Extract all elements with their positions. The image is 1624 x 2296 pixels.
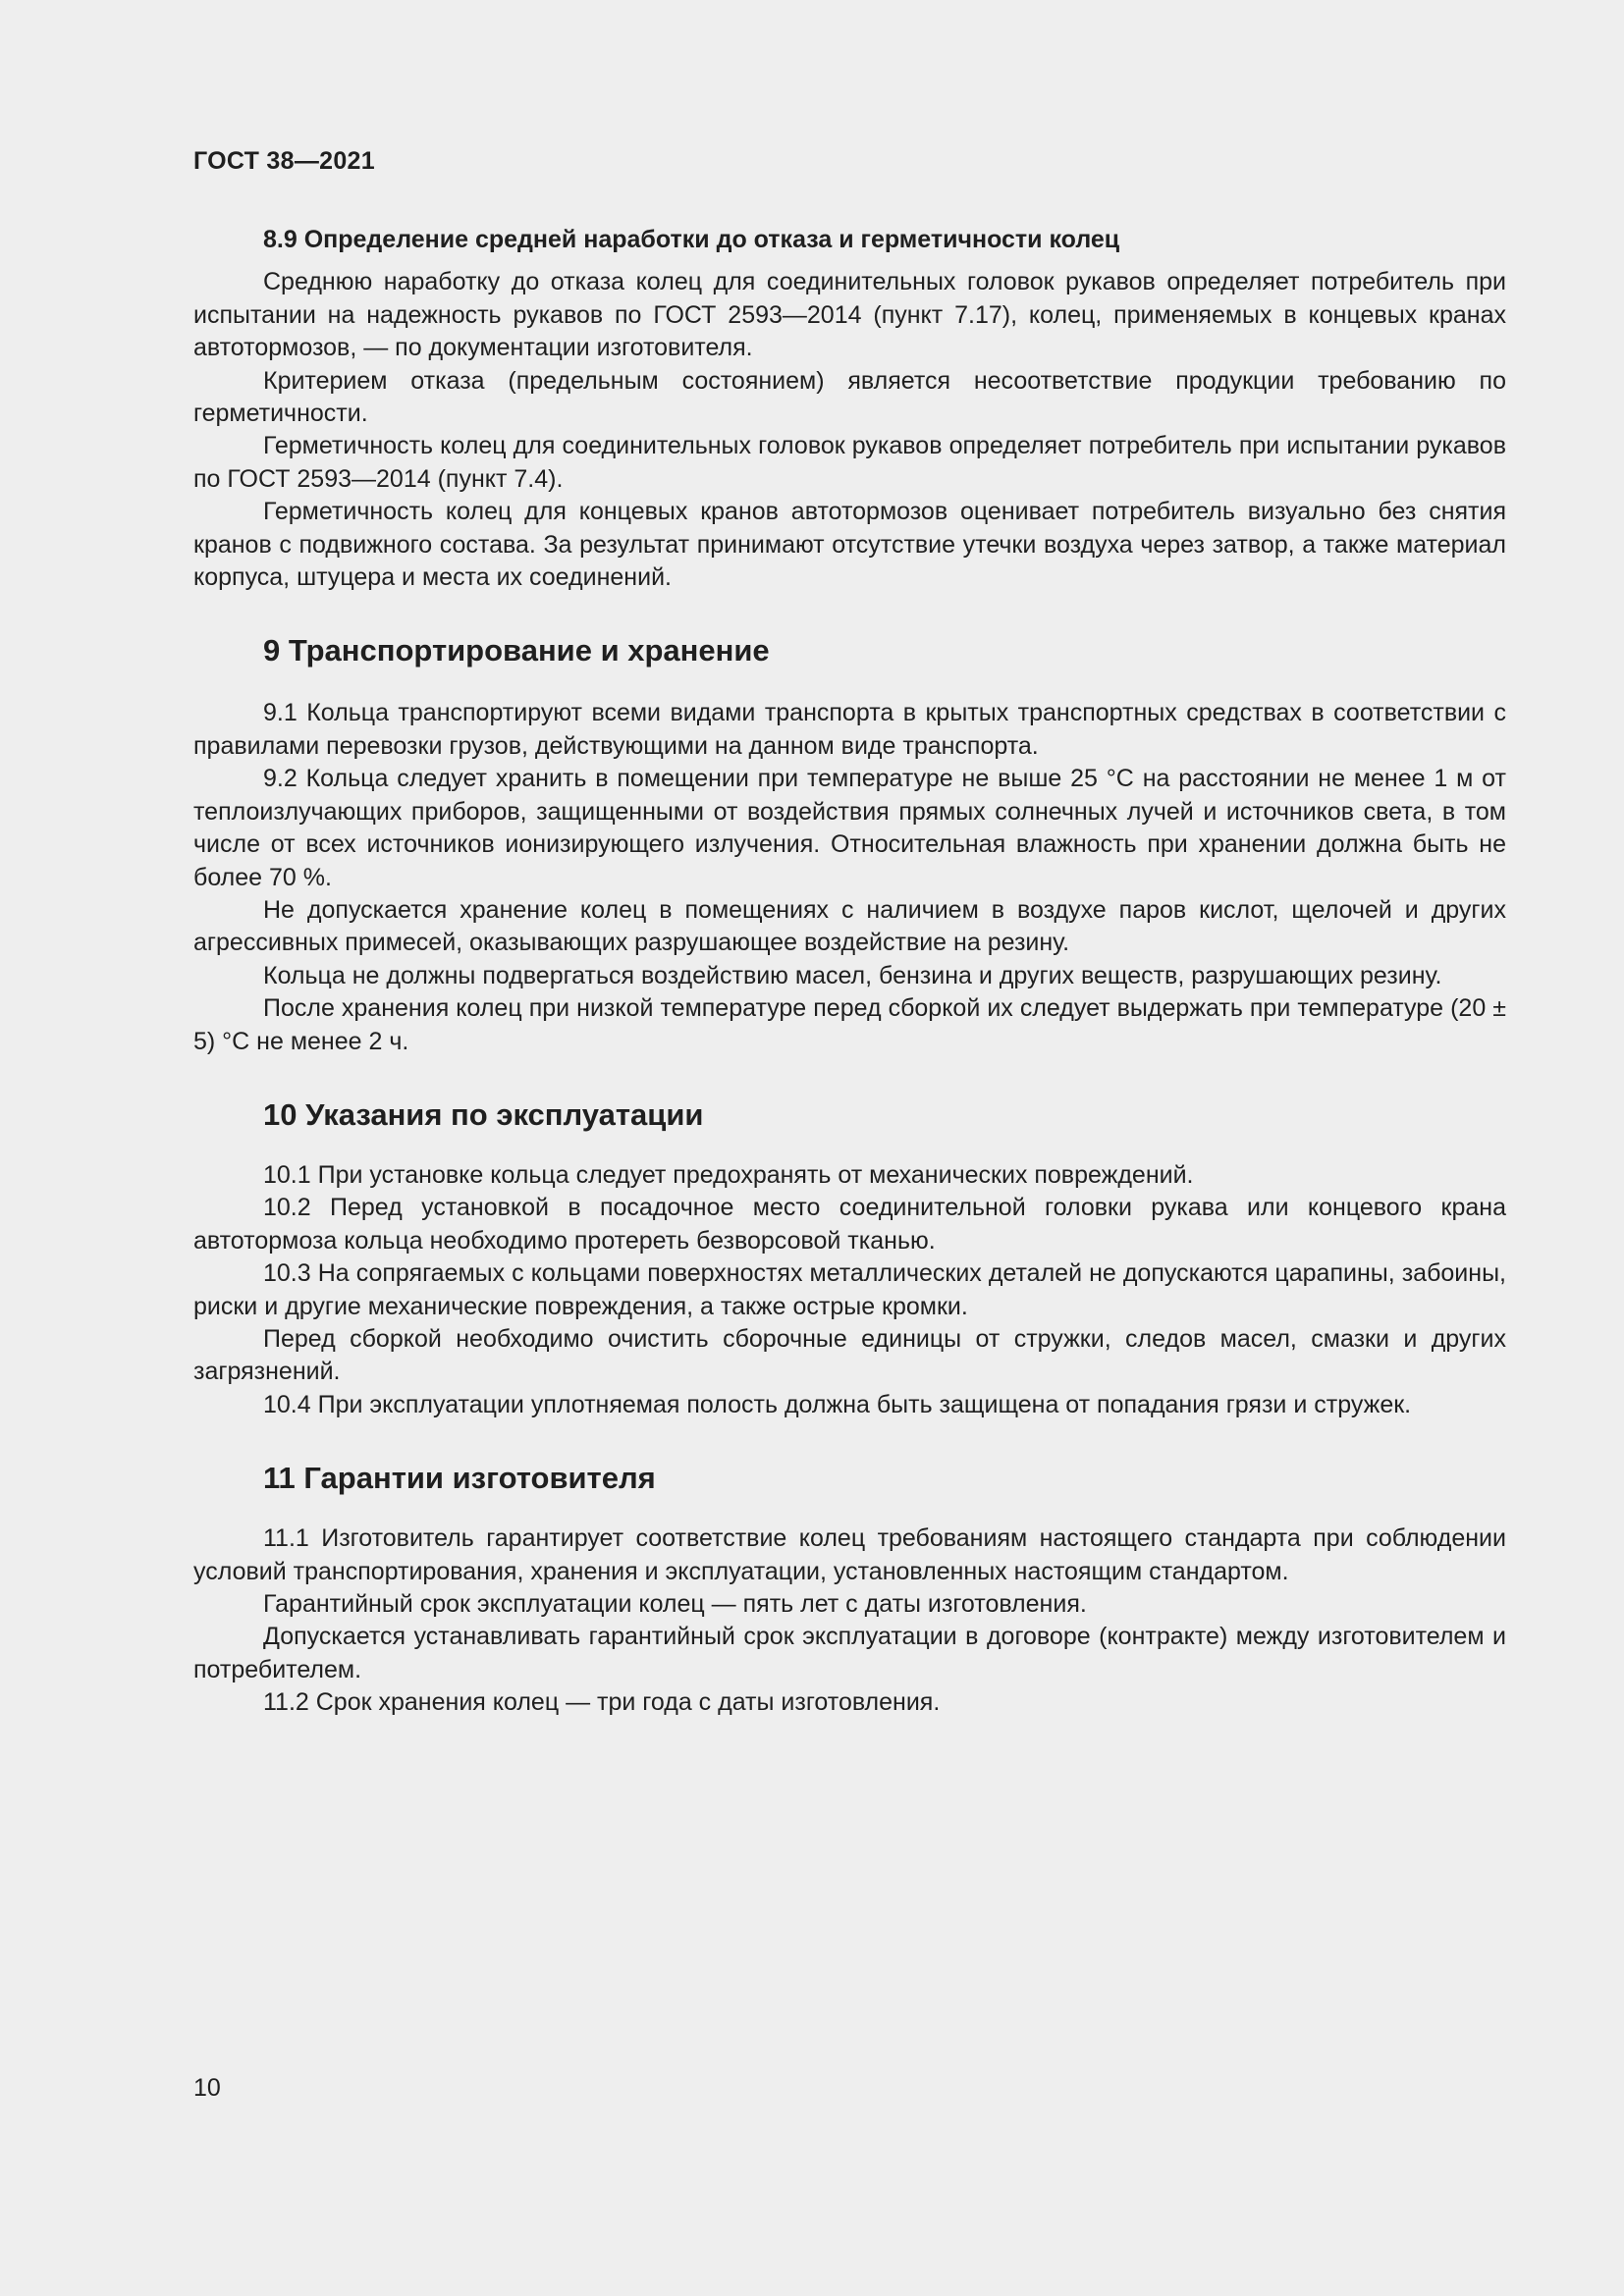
paragraph: Кольца не должны подвергаться воздействию масел, бензина и других веществ, разрушающих резину.: [263, 961, 1442, 989]
paragraph: 10.4 При эксплуатации уплотняемая полость должна быть защищена от попадания грязи и стружек.: [263, 1390, 1412, 1418]
paragraph: 11.1 Изготовитель гарантирует соответствие колец требованиям настоящего стандарта при соблюдении условий транспортирования, хранения и эксплуатации, установленных настоящим стандартом.: [193, 1524, 1506, 1585]
document-header-title: ГОСТ 38—2021: [193, 147, 375, 175]
paragraph: Гарантийный срок эксплуатации колец — пять лет с даты изготовления.: [263, 1590, 1087, 1618]
subsection-8-9-title: 8.9 Определение средней наработки до отказа и герметичности колец: [263, 226, 1120, 253]
paragraph: Герметичность колец для концевых кранов автотормозов оценивает потребитель визуально без снятия кранов с подвижного состава. За результат принимают отсутствие утечки воздуха через затвор, а также материал корпуса, штуцера и места их соединений.: [193, 498, 1506, 592]
paragraph: После хранения колец при низкой температуре перед сборкой их следует выдержать при температуре (20 ± 5) °С не менее 2 ч.: [193, 994, 1506, 1055]
paragraph: 9.1 Кольца транспортируют всеми видами транспорта в крытых транспортных средствах в соответствии с правилами перевозки грузов, действующими на данном виде транспорта.: [193, 699, 1506, 760]
paragraph: Критерием отказа (предельным состоянием) является несоответствие продукции требованию по герметичности.: [193, 366, 1506, 428]
document-body: [193, 224, 1506, 1720]
section-10-title: 10 Указания по эксплуатации: [263, 1096, 704, 1132]
paragraph: 10.2 Перед установкой в посадочное место соединительной головки рукава или концевого крана автотормоза кольца необходимо протереть безворсовой тканью.: [193, 1194, 1506, 1255]
section-11-title: 11 Гарантии изготовителя: [263, 1461, 656, 1496]
page-number: 10: [193, 2074, 221, 2102]
paragraph: Перед сборкой необходимо очистить сборочные единицы от стружки, следов масел, смазки и других загрязнений.: [193, 1324, 1506, 1386]
paragraph: Герметичность колец для соединительных головок рукавов определяет потребитель при испытании рукавов по ГОСТ 2593—2014 (пункт 7.4).: [193, 432, 1506, 493]
section-9-title: 9 Транспортирование и хранение: [263, 633, 770, 668]
paragraph: Не допускается хранение колец в помещениях с наличием в воздухе паров кислот, щелочей и других агрессивных примесей, оказывающих разрушающее воздействие на резину.: [193, 895, 1506, 957]
paragraph: 9.2 Кольца следует хранить в помещении при температуре не выше 25 °С на расстоянии не менее 1 м от теплоизлучающих приборов, защищенными от воздействия прямых солнечных лучей и источников света, в том числе от всех источников ионизирующего излучения. Относительная влажность при хранении должна быть не более 70 %.: [193, 765, 1506, 891]
paragraph: 10.1 При установке кольца следует предохранять от механических повреждений.: [263, 1160, 1194, 1189]
paragraph: Среднюю наработку до отказа колец для соединительных головок рукавов определяет потребитель при испытании на надежность рукавов по ГОСТ 2593—2014 (пункт 7.17), колец, применяемых в концевых кранах автотормозов, — по документации изготовителя.: [193, 268, 1506, 362]
paragraph: 11.2 Срок хранения колец — три года с даты изготовления.: [263, 1688, 941, 1717]
paragraph: Допускается устанавливать гарантийный срок эксплуатации в договоре (контракте) между изготовителем и потребителем.: [193, 1623, 1506, 1683]
paragraph: 10.3 На сопрягаемых с кольцами поверхностях металлических деталей не допускаются царапины, забоины, риски и другие механические повреждения, а также острые кромки.: [193, 1259, 1506, 1320]
